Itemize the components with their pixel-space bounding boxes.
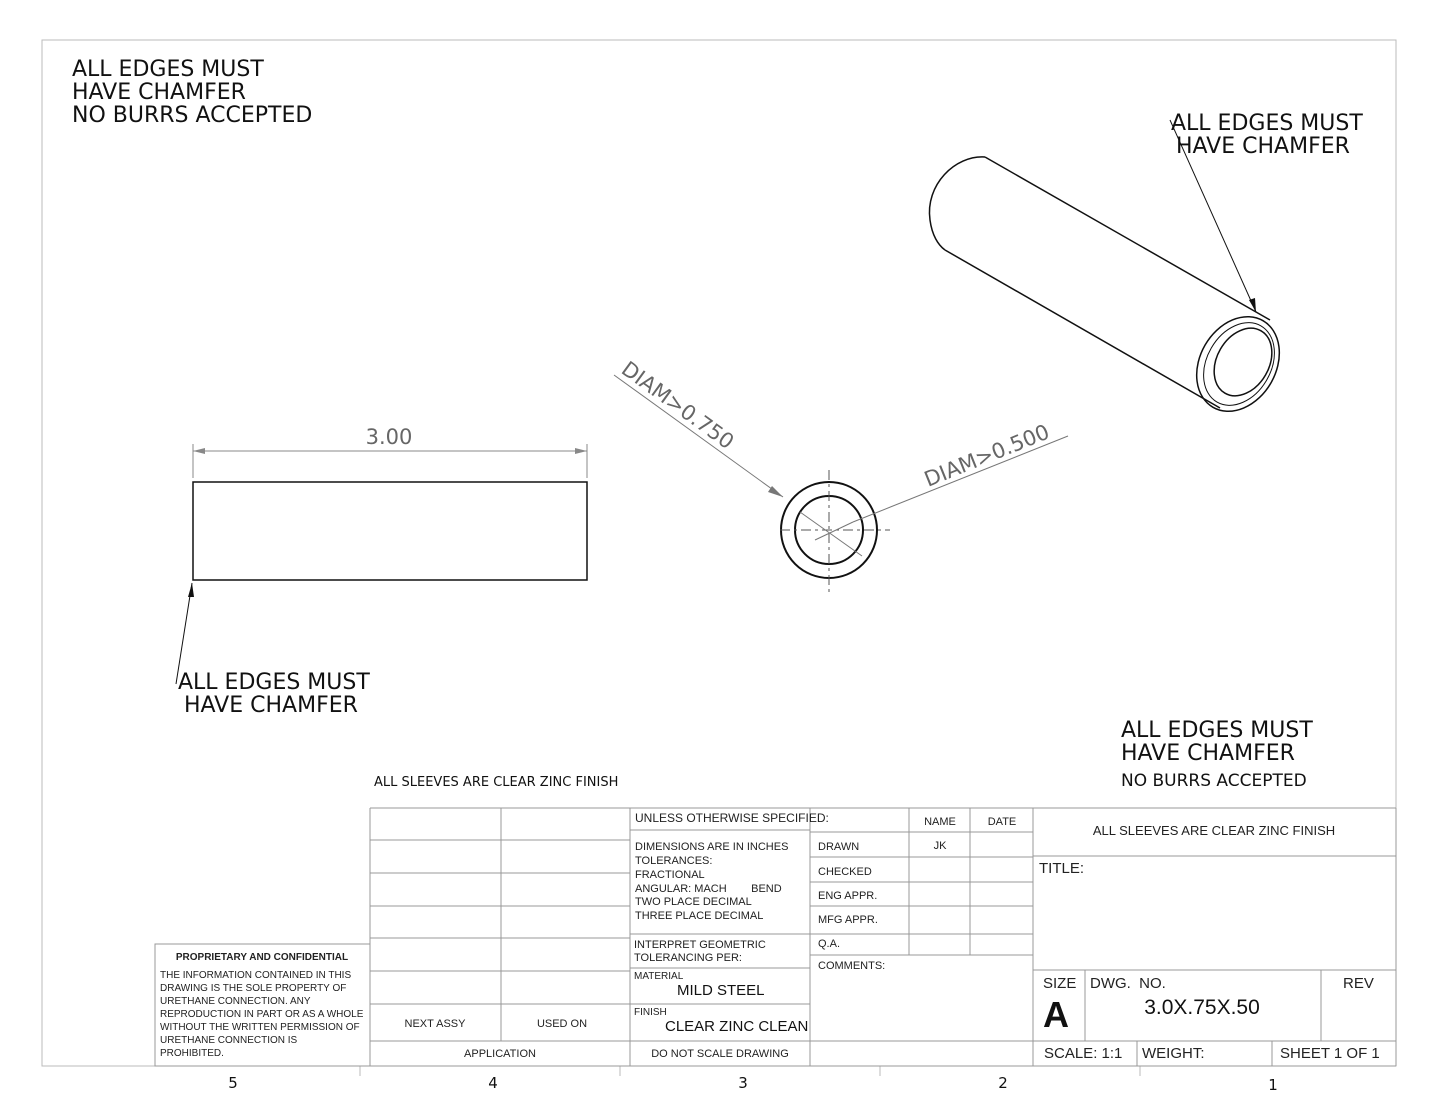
dwg-no-value: 3.0X.75X.50 bbox=[1144, 996, 1260, 1019]
size-value: A bbox=[1043, 994, 1069, 1035]
leader-arrow bbox=[188, 583, 194, 597]
proprietary-line: THE INFORMATION CONTAINED IN THIS bbox=[160, 970, 352, 981]
note-line: ALL EDGES MUST bbox=[1171, 111, 1363, 136]
comments-label: COMMENTS: bbox=[818, 960, 886, 972]
note-line: ALL EDGES MUST bbox=[72, 57, 264, 82]
finish-note: ALL SLEEVES ARE CLEAR ZINC FINISH bbox=[374, 775, 619, 790]
title-label: TITLE: bbox=[1039, 860, 1085, 877]
dim-arrow bbox=[575, 448, 587, 454]
sheet-label: SHEET 1 OF 1 bbox=[1280, 1045, 1380, 1062]
left-callout-note bbox=[178, 670, 370, 718]
application-label: APPLICATION bbox=[464, 1048, 536, 1060]
tolerance-line: TOLERANCES: bbox=[635, 855, 713, 867]
outer-diam-text: DIAM>0.750 bbox=[617, 356, 739, 454]
proprietary-text bbox=[160, 952, 364, 1059]
note-line: HAVE CHAMFER bbox=[72, 80, 246, 105]
zone-ticks bbox=[360, 1066, 1140, 1076]
rev-label: REV bbox=[1343, 975, 1374, 992]
proprietary-line: URETHANE CONNECTION. ANY bbox=[160, 996, 311, 1007]
drawn-name: JK bbox=[933, 840, 947, 852]
approval-row-label: CHECKED bbox=[818, 866, 872, 878]
size-label: SIZE bbox=[1043, 975, 1077, 992]
tolerance-line: FRACTIONAL bbox=[635, 869, 705, 881]
unless-label: UNLESS OTHERWISE SPECIFIED: bbox=[635, 811, 829, 825]
zone-label: 4 bbox=[488, 1074, 498, 1092]
isometric-tube bbox=[929, 157, 1295, 426]
tolerance-line: THREE PLACE DECIMAL bbox=[635, 910, 764, 922]
diam-leader bbox=[800, 512, 862, 556]
top-left-note bbox=[72, 57, 312, 128]
used-on-label: USED ON bbox=[536, 1018, 588, 1030]
finish-value: CLEAR ZINC CLEAN bbox=[665, 1018, 809, 1035]
tolerance-line: TWO PLACE DECIMAL bbox=[635, 896, 752, 908]
title-area bbox=[1039, 823, 1380, 1062]
proprietary-line: PROHIBITED. bbox=[160, 1048, 224, 1059]
approval-row-label: DRAWN bbox=[818, 841, 860, 853]
finish-label: FINISH bbox=[634, 1007, 667, 1018]
proprietary-line: DRAWING IS THE SOLE PROPERTY OF bbox=[160, 983, 347, 994]
note-line: NO BURRS ACCEPTED bbox=[72, 103, 313, 128]
dim-arrow bbox=[193, 448, 205, 454]
proprietary-line: URETHANE CONNECTION IS bbox=[160, 1035, 298, 1046]
zone-label: 1 bbox=[1268, 1076, 1278, 1094]
inner-diam-text: DIAM>0.500 bbox=[920, 419, 1053, 492]
length-dimension-text: 3.00 bbox=[365, 425, 413, 449]
material-value: MILD STEEL bbox=[677, 982, 765, 999]
proprietary-line: REPRODUCTION IN PART OR AS A WHOLE bbox=[160, 1009, 364, 1020]
approval-row-label: MFG APPR. bbox=[818, 914, 878, 926]
diam-leader bbox=[815, 522, 853, 540]
zone-label: 2 bbox=[998, 1074, 1008, 1092]
interpret-line: INTERPRET GEOMETRIC bbox=[634, 939, 766, 951]
date-header: DATE bbox=[987, 816, 1017, 828]
approval-block bbox=[818, 816, 1016, 972]
assy-block bbox=[405, 1018, 588, 1060]
note-line: HAVE CHAMFER bbox=[1176, 134, 1350, 159]
zone-label: 5 bbox=[228, 1074, 238, 1092]
no-scale-label: DO NOT SCALE DRAWING bbox=[651, 1048, 789, 1060]
tolerance-block bbox=[634, 811, 829, 1060]
approval-row-label: Q.A. bbox=[818, 938, 841, 950]
bottom-right-note bbox=[1121, 718, 1313, 791]
top-right-note bbox=[1171, 111, 1363, 159]
interpret-line: TOLERANCING PER: bbox=[634, 952, 742, 964]
zone-label: 3 bbox=[738, 1074, 748, 1092]
note-line: ALL EDGES MUST bbox=[178, 670, 370, 695]
note-line: ALL EDGES MUST bbox=[1121, 718, 1313, 743]
note-line: HAVE CHAMFER bbox=[1121, 741, 1295, 766]
proprietary-heading: PROPRIETARY AND CONFIDENTIAL bbox=[175, 952, 349, 963]
material-label: MATERIAL bbox=[634, 971, 684, 982]
note-line: NO BURRS ACCEPTED bbox=[1121, 771, 1307, 791]
dwg-no-label: DWG. NO. bbox=[1090, 975, 1166, 992]
diam-leader bbox=[614, 375, 783, 497]
company-note: ALL SLEEVES ARE CLEAR ZINC FINISH bbox=[1092, 823, 1336, 838]
name-header: NAME bbox=[924, 816, 956, 828]
zone-labels bbox=[228, 1074, 1278, 1094]
side-view bbox=[193, 482, 587, 580]
tolerance-line: ANGULAR: MACH BEND bbox=[635, 883, 782, 895]
weight-label: WEIGHT: bbox=[1142, 1045, 1205, 1062]
length-dimension bbox=[193, 444, 587, 478]
approval-row-label: ENG APPR. bbox=[818, 890, 878, 902]
leader-line bbox=[176, 583, 192, 684]
title-block-grid bbox=[370, 808, 1396, 1066]
tolerance-line: DIMENSIONS ARE IN INCHES bbox=[635, 841, 789, 853]
proprietary-line: WITHOUT THE WRITTEN PERMISSION OF bbox=[160, 1022, 360, 1033]
next-assy-label: NEXT ASSY bbox=[404, 1018, 466, 1030]
note-line: HAVE CHAMFER bbox=[184, 693, 358, 718]
scale-label: SCALE: 1:1 bbox=[1044, 1045, 1123, 1062]
